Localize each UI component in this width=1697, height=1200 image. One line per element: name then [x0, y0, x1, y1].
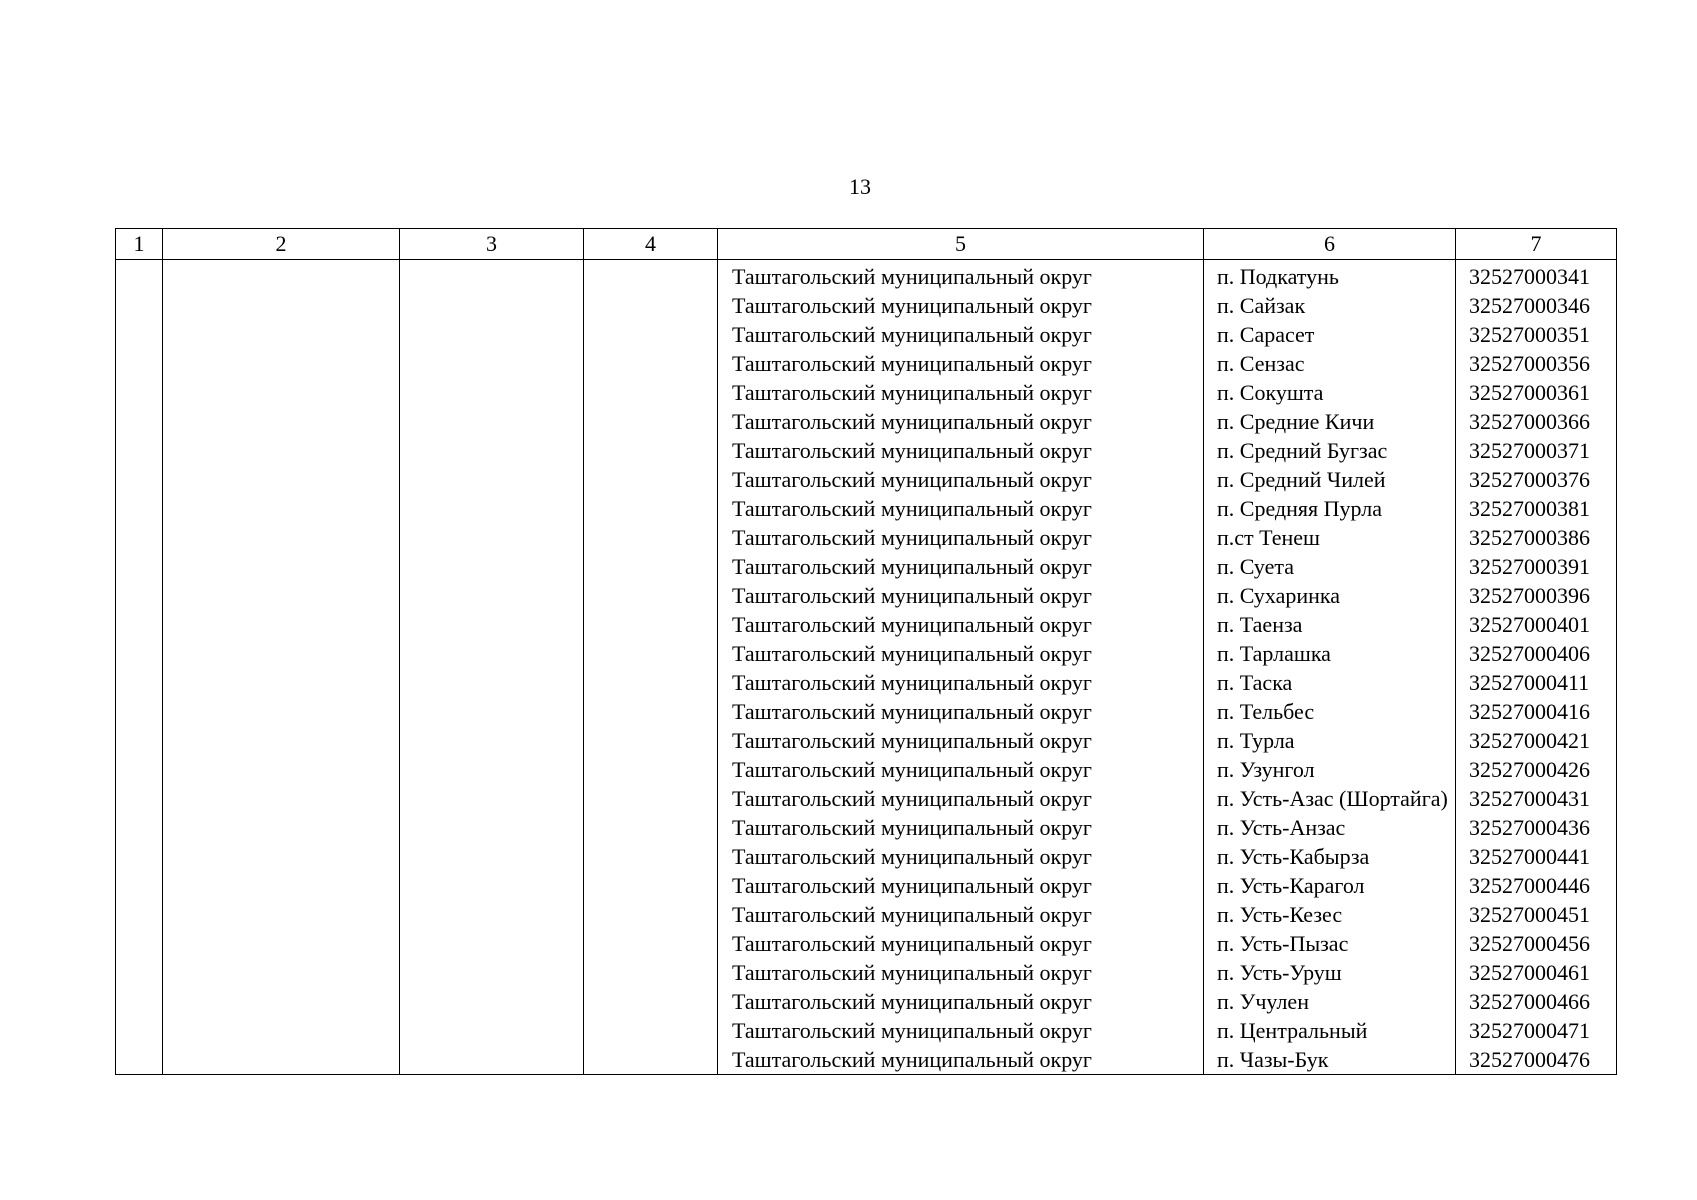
empty-cell-col-4: [584, 260, 718, 292]
empty-cell-col-1: [116, 320, 163, 349]
empty-cell-col-4: [584, 552, 718, 581]
code-cell: 32527000431: [1456, 784, 1617, 813]
settlement-cell: п. Средняя Пурла: [1204, 494, 1456, 523]
table-row: [116, 378, 1617, 407]
empty-cell-col-3: [400, 842, 584, 871]
empty-cell-col-2: [163, 494, 400, 523]
empty-cell-col-3: [400, 958, 584, 987]
empty-cell-col-1: [116, 842, 163, 871]
empty-cell-col-1: [116, 552, 163, 581]
municipality-cell: Таштагольский муниципальный округ: [718, 1016, 1204, 1045]
settlement-cell: п. Суета: [1204, 552, 1456, 581]
empty-cell-col-3: [400, 349, 584, 378]
municipality-cell: Таштагольский муниципальный округ: [718, 813, 1204, 842]
code-cell: 32527000356: [1456, 349, 1617, 378]
settlement-cell: п. Учулен: [1204, 987, 1456, 1016]
empty-cell-col-3: [400, 929, 584, 958]
empty-cell-col-4: [584, 639, 718, 668]
empty-cell-col-4: [584, 1045, 718, 1075]
table-row: [116, 349, 1617, 378]
empty-cell-col-1: [116, 349, 163, 378]
empty-cell-col-4: [584, 726, 718, 755]
page-number: 13: [849, 174, 871, 199]
empty-cell-col-2: [163, 929, 400, 958]
table-row: [116, 639, 1617, 668]
table-row: [116, 581, 1617, 610]
table-row: [116, 697, 1617, 726]
code-cell: 32527000466: [1456, 987, 1617, 1016]
empty-cell-col-2: [163, 842, 400, 871]
empty-cell-col-4: [584, 349, 718, 378]
settlement-cell: п. Таска: [1204, 668, 1456, 697]
empty-cell-col-2: [163, 552, 400, 581]
empty-cell-col-4: [584, 958, 718, 987]
empty-cell-col-4: [584, 291, 718, 320]
empty-cell-col-3: [400, 260, 584, 292]
empty-cell-col-3: [400, 668, 584, 697]
empty-cell-col-3: [400, 494, 584, 523]
municipality-cell: Таштагольский муниципальный округ: [718, 291, 1204, 320]
empty-cell-col-4: [584, 813, 718, 842]
settlement-cell: п. Таенза: [1204, 610, 1456, 639]
empty-cell-col-4: [584, 842, 718, 871]
empty-cell-col-3: [400, 436, 584, 465]
settlement-cell: п. Средний Чилей: [1204, 465, 1456, 494]
column-header-3: 3: [400, 229, 584, 260]
empty-cell-col-1: [116, 260, 163, 292]
settlement-cell: п. Турла: [1204, 726, 1456, 755]
empty-cell-col-2: [163, 697, 400, 726]
municipality-cell: Таштагольский муниципальный округ: [718, 755, 1204, 784]
empty-cell-col-3: [400, 755, 584, 784]
table-row: [116, 929, 1617, 958]
empty-cell-col-2: [163, 668, 400, 697]
municipality-cell: Таштагольский муниципальный округ: [718, 523, 1204, 552]
municipality-cell: Таштагольский муниципальный округ: [718, 349, 1204, 378]
code-cell: 32527000461: [1456, 958, 1617, 987]
code-cell: 32527000371: [1456, 436, 1617, 465]
settlement-cell: п. Узунгол: [1204, 755, 1456, 784]
empty-cell-col-2: [163, 378, 400, 407]
column-header-4: 4: [584, 229, 718, 260]
municipality-cell: Таштагольский муниципальный округ: [718, 784, 1204, 813]
empty-cell-col-3: [400, 291, 584, 320]
code-cell: 32527000421: [1456, 726, 1617, 755]
empty-cell-col-4: [584, 871, 718, 900]
code-cell: 32527000391: [1456, 552, 1617, 581]
settlement-cell: п. Средний Бугзас: [1204, 436, 1456, 465]
empty-cell-col-1: [116, 900, 163, 929]
empty-cell-col-4: [584, 436, 718, 465]
empty-cell-col-4: [584, 610, 718, 639]
table-row: [116, 668, 1617, 697]
empty-cell-col-1: [116, 929, 163, 958]
municipality-cell: Таштагольский муниципальный округ: [718, 581, 1204, 610]
empty-cell-col-4: [584, 320, 718, 349]
empty-cell-col-1: [116, 291, 163, 320]
empty-cell-col-1: [116, 639, 163, 668]
empty-cell-col-2: [163, 465, 400, 494]
code-cell: 32527000411: [1456, 668, 1617, 697]
empty-cell-col-3: [400, 871, 584, 900]
empty-cell-col-4: [584, 929, 718, 958]
code-cell: 32527000346: [1456, 291, 1617, 320]
empty-cell-col-4: [584, 784, 718, 813]
empty-cell-col-3: [400, 639, 584, 668]
table-header: [116, 229, 1617, 260]
settlement-cell: п.ст Тенеш: [1204, 523, 1456, 552]
empty-cell-col-3: [400, 987, 584, 1016]
empty-cell-col-4: [584, 378, 718, 407]
table-row: [116, 987, 1617, 1016]
empty-cell-col-1: [116, 1045, 163, 1075]
empty-cell-col-4: [584, 465, 718, 494]
empty-cell-col-3: [400, 552, 584, 581]
municipality-cell: Таштагольский муниципальный округ: [718, 697, 1204, 726]
empty-cell-col-3: [400, 697, 584, 726]
code-cell: 32527000381: [1456, 494, 1617, 523]
empty-cell-col-3: [400, 784, 584, 813]
empty-cell-col-2: [163, 1045, 400, 1075]
empty-cell-col-1: [116, 958, 163, 987]
code-cell: 32527000341: [1456, 260, 1617, 292]
column-header-1: 1: [116, 229, 163, 260]
table-row: [116, 552, 1617, 581]
empty-cell-col-4: [584, 1016, 718, 1045]
empty-cell-col-2: [163, 784, 400, 813]
empty-cell-col-2: [163, 523, 400, 552]
settlement-cell: п. Средние Кичи: [1204, 407, 1456, 436]
code-cell: 32527000361: [1456, 378, 1617, 407]
municipality-cell: Таштагольский муниципальный округ: [718, 726, 1204, 755]
empty-cell-col-2: [163, 260, 400, 292]
column-header-6: 6: [1204, 229, 1456, 260]
empty-cell-col-4: [584, 668, 718, 697]
empty-cell-col-3: [400, 1016, 584, 1045]
municipality-cell: Таштагольский муниципальный округ: [718, 900, 1204, 929]
municipality-cell: Таштагольский муниципальный округ: [718, 1045, 1204, 1075]
empty-cell-col-3: [400, 1045, 584, 1075]
code-cell: 32527000351: [1456, 320, 1617, 349]
empty-cell-col-1: [116, 987, 163, 1016]
code-cell: 32527000436: [1456, 813, 1617, 842]
empty-cell-col-1: [116, 697, 163, 726]
code-cell: 32527000471: [1456, 1016, 1617, 1045]
empty-cell-col-1: [116, 1016, 163, 1045]
municipality-cell: Таштагольский муниципальный округ: [718, 494, 1204, 523]
empty-cell-col-2: [163, 407, 400, 436]
empty-cell-col-2: [163, 291, 400, 320]
table-row: [116, 320, 1617, 349]
municipality-cell: Таштагольский муниципальный округ: [718, 465, 1204, 494]
table-row: [116, 407, 1617, 436]
settlement-cell: п. Усть-Азас (Шортайга): [1204, 784, 1456, 813]
municipality-cell: Таштагольский муниципальный округ: [718, 842, 1204, 871]
table-row: [116, 900, 1617, 929]
empty-cell-col-2: [163, 581, 400, 610]
empty-cell-col-1: [116, 494, 163, 523]
empty-cell-col-4: [584, 407, 718, 436]
settlement-cell: п. Сензас: [1204, 349, 1456, 378]
empty-cell-col-1: [116, 465, 163, 494]
empty-cell-col-2: [163, 320, 400, 349]
empty-cell-col-3: [400, 813, 584, 842]
empty-cell-col-1: [116, 784, 163, 813]
code-cell: 32527000401: [1456, 610, 1617, 639]
settlement-cell: п. Чазы-Бук: [1204, 1045, 1456, 1075]
settlement-cell: п. Подкатунь: [1204, 260, 1456, 292]
code-cell: 32527000456: [1456, 929, 1617, 958]
empty-cell-col-3: [400, 523, 584, 552]
empty-cell-col-1: [116, 378, 163, 407]
municipality-cell: Таштагольский муниципальный округ: [718, 610, 1204, 639]
empty-cell-col-3: [400, 320, 584, 349]
column-header-5: 5: [718, 229, 1204, 260]
table-row: [116, 755, 1617, 784]
empty-cell-col-2: [163, 900, 400, 929]
table-row: [116, 291, 1617, 320]
empty-cell-col-1: [116, 813, 163, 842]
settlement-cell: п. Усть-Кабырза: [1204, 842, 1456, 871]
table-row: [116, 958, 1617, 987]
table-row: [116, 436, 1617, 465]
empty-cell-col-1: [116, 436, 163, 465]
municipality-cell: Таштагольский муниципальный округ: [718, 320, 1204, 349]
empty-cell-col-2: [163, 813, 400, 842]
code-cell: 32527000366: [1456, 407, 1617, 436]
column-header-2: 2: [163, 229, 400, 260]
empty-cell-col-1: [116, 610, 163, 639]
empty-cell-col-4: [584, 581, 718, 610]
settlement-cell: п. Сайзак: [1204, 291, 1456, 320]
table-row: [116, 1045, 1617, 1075]
table-row: [116, 465, 1617, 494]
table-row: [116, 813, 1617, 842]
code-cell: 32527000406: [1456, 639, 1617, 668]
table-row: [116, 726, 1617, 755]
code-cell: 32527000426: [1456, 755, 1617, 784]
empty-cell-col-3: [400, 610, 584, 639]
settlement-cell: п. Тарлашка: [1204, 639, 1456, 668]
municipality-cell: Таштагольский муниципальный округ: [718, 378, 1204, 407]
empty-cell-col-1: [116, 871, 163, 900]
settlement-cell: п. Усть-Карагол: [1204, 871, 1456, 900]
empty-cell-col-4: [584, 697, 718, 726]
empty-cell-col-2: [163, 349, 400, 378]
empty-cell-col-3: [400, 465, 584, 494]
empty-cell-col-4: [584, 755, 718, 784]
settlement-cell: п. Усть-Уруш: [1204, 958, 1456, 987]
empty-cell-col-4: [584, 900, 718, 929]
empty-cell-col-4: [584, 494, 718, 523]
empty-cell-col-2: [163, 755, 400, 784]
empty-cell-col-3: [400, 378, 584, 407]
settlement-cell: п. Сокушта: [1204, 378, 1456, 407]
code-cell: 32527000416: [1456, 697, 1617, 726]
code-cell: 32527000446: [1456, 871, 1617, 900]
table-row: [116, 260, 1617, 292]
settlement-cell: п. Сухаринка: [1204, 581, 1456, 610]
empty-cell-col-1: [116, 726, 163, 755]
empty-cell-col-2: [163, 726, 400, 755]
empty-cell-col-2: [163, 436, 400, 465]
header-row: [116, 229, 1617, 260]
municipality-cell: Таштагольский муниципальный округ: [718, 929, 1204, 958]
municipality-cell: Таштагольский муниципальный округ: [718, 436, 1204, 465]
settlement-cell: п. Усть-Кезес: [1204, 900, 1456, 929]
empty-cell-col-1: [116, 581, 163, 610]
empty-cell-col-2: [163, 610, 400, 639]
table-body: [116, 260, 1617, 1075]
municipality-cell: Таштагольский муниципальный округ: [718, 552, 1204, 581]
table-row: [116, 610, 1617, 639]
municipality-cell: Таштагольский муниципальный округ: [718, 958, 1204, 987]
municipality-cell: Таштагольский муниципальный округ: [718, 871, 1204, 900]
municipality-cell: Таштагольский муниципальный округ: [718, 668, 1204, 697]
table-row: [116, 494, 1617, 523]
empty-cell-col-1: [116, 407, 163, 436]
settlement-cell: п. Тельбес: [1204, 697, 1456, 726]
code-cell: 32527000441: [1456, 842, 1617, 871]
settlement-cell: п. Сарасет: [1204, 320, 1456, 349]
code-cell: 32527000386: [1456, 523, 1617, 552]
empty-cell-col-2: [163, 639, 400, 668]
empty-cell-col-3: [400, 581, 584, 610]
table-row: [116, 784, 1617, 813]
table-row: [116, 842, 1617, 871]
settlement-cell: п. Усть-Пызас: [1204, 929, 1456, 958]
code-cell: 32527000476: [1456, 1045, 1617, 1075]
municipality-cell: Таштагольский муниципальный округ: [718, 260, 1204, 292]
municipality-cell: Таштагольский муниципальный округ: [718, 987, 1204, 1016]
empty-cell-col-4: [584, 987, 718, 1016]
empty-cell-col-4: [584, 523, 718, 552]
municipality-cell: Таштагольский муниципальный округ: [718, 407, 1204, 436]
empty-cell-col-2: [163, 871, 400, 900]
settlements-table: [115, 228, 1617, 1075]
table-row: [116, 871, 1617, 900]
code-cell: 32527000451: [1456, 900, 1617, 929]
empty-cell-col-3: [400, 900, 584, 929]
code-cell: 32527000396: [1456, 581, 1617, 610]
empty-cell-col-1: [116, 523, 163, 552]
empty-cell-col-3: [400, 407, 584, 436]
table-row: [116, 1016, 1617, 1045]
empty-cell-col-2: [163, 958, 400, 987]
municipality-cell: Таштагольский муниципальный округ: [718, 639, 1204, 668]
table-row: [116, 523, 1617, 552]
settlement-cell: п. Центральный: [1204, 1016, 1456, 1045]
empty-cell-col-1: [116, 668, 163, 697]
empty-cell-col-2: [163, 1016, 400, 1045]
empty-cell-col-1: [116, 755, 163, 784]
settlement-cell: п. Усть-Анзас: [1204, 813, 1456, 842]
column-header-7: 7: [1456, 229, 1617, 260]
empty-cell-col-3: [400, 726, 584, 755]
empty-cell-col-2: [163, 987, 400, 1016]
code-cell: 32527000376: [1456, 465, 1617, 494]
